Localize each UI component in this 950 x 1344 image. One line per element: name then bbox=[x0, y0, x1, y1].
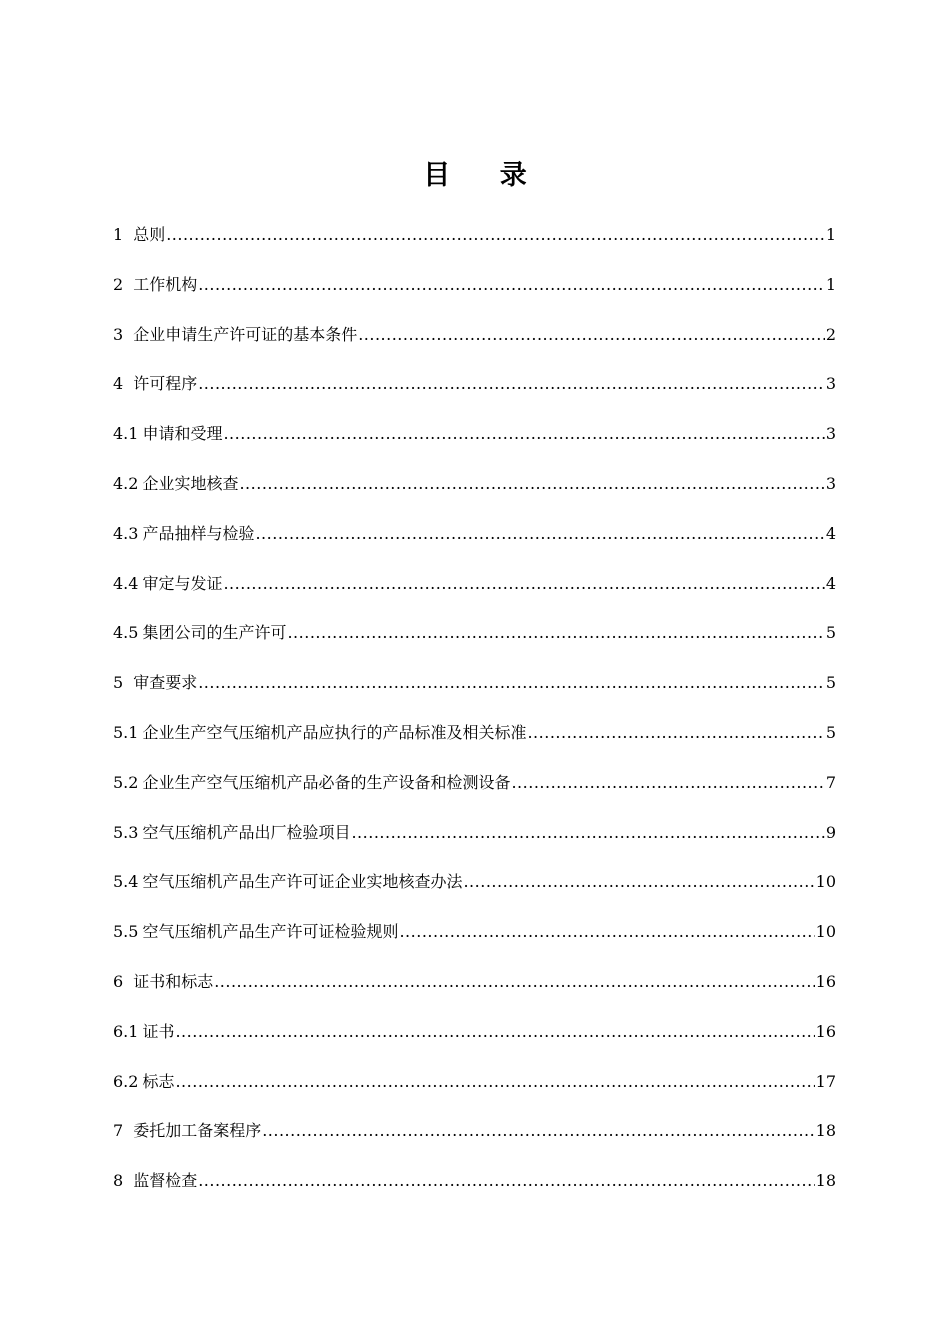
toc-entry-label bbox=[113, 1116, 261, 1146]
toc-page-number: 1 bbox=[825, 225, 836, 244]
toc-page-number: 4 bbox=[825, 573, 836, 593]
toc-entry-number: 8 bbox=[113, 1171, 124, 1191]
toc-page-number: 16 bbox=[815, 971, 836, 991]
toc-entry-label bbox=[113, 1017, 174, 1047]
toc-page-number: 7 bbox=[825, 772, 836, 792]
toc-list bbox=[113, 220, 836, 1216]
toc-page-number: 5 bbox=[825, 722, 836, 742]
toc-page-number: 17 bbox=[815, 1071, 836, 1091]
toc-entry[interactable] bbox=[113, 718, 836, 768]
toc-dot-leader bbox=[527, 718, 824, 748]
toc-entry-text: 集团公司的生产许可 bbox=[142, 623, 287, 643]
toc-entry[interactable] bbox=[113, 419, 836, 469]
toc-entry-label bbox=[113, 1067, 174, 1097]
toc-entry-number: 2 bbox=[113, 274, 124, 294]
toc-entry-number: 6.2 bbox=[113, 1071, 139, 1091]
toc-page-number: 3 bbox=[825, 424, 836, 444]
toc-entry-number: 1 bbox=[113, 225, 124, 244]
toc-dot-leader bbox=[223, 569, 824, 599]
toc-entry-label bbox=[113, 1166, 197, 1196]
toc-entry-text: 企业申请生产许可证的基本条件 bbox=[133, 324, 358, 344]
toc-entry[interactable] bbox=[113, 768, 836, 818]
toc-page-number: 10 bbox=[815, 872, 836, 892]
toc-entry[interactable] bbox=[113, 320, 836, 370]
toc-entry-label bbox=[113, 718, 526, 748]
toc-entry[interactable] bbox=[113, 818, 836, 868]
toc-dot-leader bbox=[214, 967, 814, 997]
toc-entry-label bbox=[113, 320, 357, 350]
toc-entry-text: 申请和受理 bbox=[142, 424, 223, 444]
toc-entry-text: 审定与发证 bbox=[142, 573, 223, 593]
toc-entry[interactable] bbox=[113, 967, 836, 1017]
toc-entry[interactable] bbox=[113, 270, 836, 320]
toc-entry-number: 6 bbox=[113, 971, 124, 991]
toc-entry-label bbox=[113, 768, 510, 798]
toc-entry-label bbox=[113, 369, 197, 399]
toc-entry-text: 产品抽样与检验 bbox=[142, 523, 255, 543]
toc-entry-label bbox=[113, 818, 350, 848]
toc-entry-text: 总则 bbox=[133, 225, 166, 244]
toc-page-number: 18 bbox=[815, 1121, 836, 1141]
toc-dot-leader bbox=[287, 618, 824, 648]
toc-page-number: 5 bbox=[825, 673, 836, 693]
toc-dot-leader bbox=[511, 768, 824, 798]
toc-entry-text: 企业生产空气压缩机产品必备的生产设备和检测设备 bbox=[142, 772, 511, 792]
toc-entry-text: 空气压缩机产品生产许可证企业实地核查办法 bbox=[142, 872, 463, 892]
toc-title: 目 录 bbox=[423, 160, 547, 191]
toc-entry-text: 证书 bbox=[142, 1021, 175, 1041]
toc-entry-number: 4.1 bbox=[113, 424, 139, 444]
toc-entry[interactable] bbox=[113, 369, 836, 419]
toc-entry[interactable] bbox=[113, 1017, 836, 1067]
toc-entry-text: 工作机构 bbox=[133, 274, 198, 294]
toc-entry-label bbox=[113, 618, 286, 648]
toc-entry-label bbox=[113, 419, 222, 449]
toc-entry-text: 标志 bbox=[142, 1071, 175, 1091]
toc-entry-text: 空气压缩机产品生产许可证检验规则 bbox=[142, 922, 399, 942]
toc-dot-leader bbox=[262, 1116, 814, 1146]
toc-dot-leader bbox=[198, 270, 825, 300]
toc-entry[interactable] bbox=[113, 1166, 836, 1216]
toc-dot-leader bbox=[198, 668, 825, 698]
toc-dot-leader bbox=[175, 1017, 814, 1047]
toc-entry-text: 空气压缩机产品出厂检验项目 bbox=[142, 822, 351, 842]
toc-entry-label bbox=[113, 569, 222, 599]
toc-entry-text: 审查要求 bbox=[133, 673, 198, 693]
toc-dot-leader bbox=[198, 369, 825, 399]
toc-dot-leader bbox=[399, 917, 814, 947]
toc-page-number: 3 bbox=[825, 473, 836, 493]
toc-entry-text: 委托加工备案程序 bbox=[133, 1121, 262, 1141]
toc-dot-leader bbox=[175, 1067, 814, 1097]
toc-entry-number: 4.4 bbox=[113, 573, 139, 593]
toc-dot-leader bbox=[239, 469, 824, 499]
toc-entry-text: 监督检查 bbox=[133, 1171, 198, 1191]
toc-page-number: 10 bbox=[815, 922, 836, 942]
toc-dot-leader bbox=[463, 867, 814, 897]
toc-page-number: 2 bbox=[825, 324, 836, 344]
toc-entry-number: 4.5 bbox=[113, 623, 139, 643]
toc-entry[interactable] bbox=[113, 618, 836, 668]
toc-entry-number: 4.3 bbox=[113, 523, 139, 543]
toc-page-number: 16 bbox=[815, 1021, 836, 1041]
toc-dot-leader bbox=[358, 320, 825, 350]
toc-entry-label bbox=[113, 270, 197, 300]
toc-dot-leader bbox=[223, 419, 824, 449]
toc-dot-leader bbox=[166, 220, 825, 250]
toc-entry-number: 5.4 bbox=[113, 872, 139, 892]
toc-dot-leader bbox=[198, 1166, 814, 1196]
toc-entry-text: 企业生产空气压缩机产品应执行的产品标准及相关标准 bbox=[142, 722, 527, 742]
toc-entry-number: 5 bbox=[113, 673, 124, 693]
toc-entry-number: 5.5 bbox=[113, 922, 139, 942]
toc-entry[interactable] bbox=[113, 867, 836, 917]
toc-entry-number: 4.2 bbox=[113, 473, 139, 493]
toc-page-number: 9 bbox=[825, 822, 836, 842]
toc-page-number: 3 bbox=[825, 374, 836, 394]
toc-entry-text: 许可程序 bbox=[133, 374, 198, 394]
toc-entry[interactable] bbox=[113, 519, 836, 569]
toc-dot-leader bbox=[351, 818, 824, 848]
toc-entry-number: 6.1 bbox=[113, 1021, 139, 1041]
toc-entry-label bbox=[113, 917, 398, 947]
toc-entry-number: 5.3 bbox=[113, 822, 139, 842]
toc-entry-number: 3 bbox=[113, 324, 124, 344]
toc-entry-text: 企业实地核查 bbox=[142, 473, 239, 493]
toc-entry-label bbox=[113, 469, 238, 499]
toc-entry[interactable] bbox=[113, 220, 836, 270]
toc-dot-leader bbox=[255, 519, 824, 549]
toc-entry[interactable] bbox=[113, 569, 836, 619]
toc-page-number: 1 bbox=[825, 274, 836, 294]
toc-entry-number: 5.2 bbox=[113, 772, 139, 792]
toc-page-number: 18 bbox=[815, 1171, 836, 1191]
toc-entry-label bbox=[113, 967, 213, 997]
toc-entry-number: 7 bbox=[113, 1121, 124, 1141]
toc-entry[interactable] bbox=[113, 469, 836, 519]
toc-entry-number: 5.1 bbox=[113, 722, 139, 742]
toc-entry-text: 证书和标志 bbox=[133, 971, 214, 991]
toc-entry[interactable] bbox=[113, 668, 836, 718]
toc-page-number: 4 bbox=[825, 523, 836, 543]
toc-entry-label bbox=[113, 519, 254, 549]
toc-page-number: 5 bbox=[825, 623, 836, 643]
toc-entry[interactable] bbox=[113, 1116, 836, 1166]
toc-entry-label bbox=[113, 220, 165, 250]
toc-entry[interactable] bbox=[113, 917, 836, 967]
toc-entry-label bbox=[113, 867, 462, 897]
toc-entry-label bbox=[113, 668, 197, 698]
toc-entry[interactable] bbox=[113, 1067, 836, 1117]
toc-entry-number: 4 bbox=[113, 374, 124, 394]
